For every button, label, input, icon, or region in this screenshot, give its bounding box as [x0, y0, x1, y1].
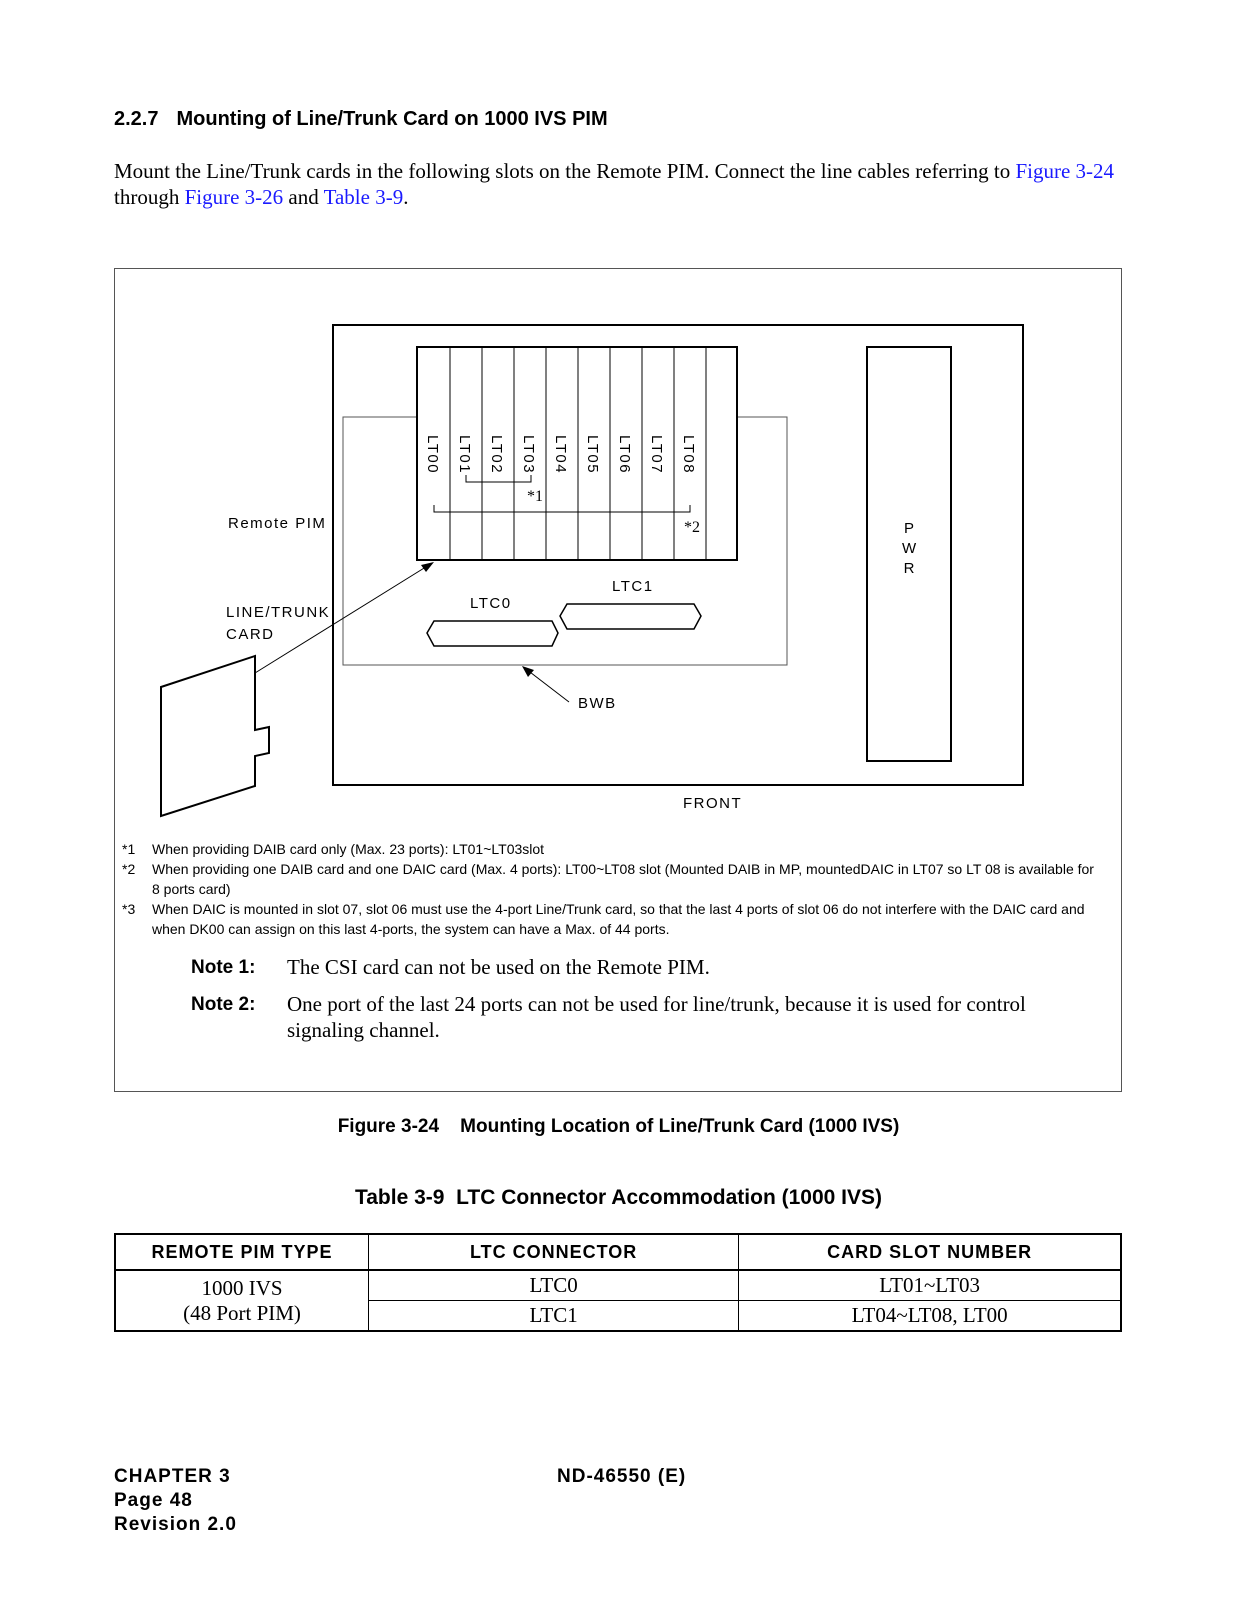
intro-text: . [403, 185, 409, 209]
intro-paragraph [114, 158, 1124, 210]
slot-label-lt05: LT05 [584, 435, 601, 475]
link-table-3-9[interactable]: Table 3-9 [323, 185, 404, 209]
bwb-label: BWB [578, 695, 617, 712]
bwb-arrow-head [522, 666, 534, 677]
slot-label-lt04: LT04 [552, 435, 569, 475]
mark-1: *1 [527, 488, 543, 505]
slot-label-lt08: LT08 [680, 435, 697, 475]
front-label: FRONT [683, 795, 743, 812]
ltc0-label: LTC0 [470, 595, 512, 612]
header-remote-pim-type: REMOTE PIM TYPE [115, 1234, 369, 1270]
table-row [115, 1270, 1121, 1301]
footnote-2 [122, 859, 1102, 899]
pwr-letter-w: W [902, 540, 917, 557]
bwb-arrow-line [526, 669, 569, 702]
cell-connector: LTC0 [369, 1270, 739, 1301]
cell-slots: LT04~LT08, LT00 [739, 1301, 1121, 1332]
slot-label-lt02: LT02 [488, 435, 505, 475]
link-figure-3-24[interactable]: Figure 3-24 [1015, 159, 1115, 183]
ltc1-label: LTC1 [612, 578, 654, 595]
remote-pim-label: Remote PIM [228, 515, 327, 532]
cell-pim-type [115, 1270, 369, 1331]
cell-slots: LT01~LT03 [739, 1270, 1121, 1301]
note-label: Note 2: [191, 994, 256, 1015]
table-header-row [115, 1234, 1121, 1270]
section-number: 2.2.7 [114, 108, 159, 130]
footnote-mark: *1 [122, 841, 136, 857]
ltc1-connector [560, 604, 701, 629]
note-label: Note 1: [191, 957, 256, 978]
footer-revision: Revision 2.0 [114, 1514, 237, 1535]
ltc-connector-table [114, 1233, 1122, 1332]
figure-box [114, 268, 1122, 1092]
footnote-mark: *2 [122, 861, 136, 877]
footer-doc-id: ND-46550 (E) [557, 1466, 687, 1487]
note-text: One port of the last 24 ports can not be used for line/trunk, because it is used for control signaling channel. [287, 992, 1026, 1042]
pwr-label [902, 519, 916, 579]
line-trunk-card-drawing [161, 656, 269, 816]
section-heading [114, 108, 608, 131]
footnote-mark: *3 [122, 901, 136, 917]
footnote-text: When DAIC is mounted in slot 07, slot 06 must use the 4-port Line/Trunk card, so that the last 4 ports of slot 06 do not interfere with the DAIC card and when DK00 can assign on this last 4-ports, the system can have a Max. of 44 ports. [152, 901, 1085, 937]
note-text: The CSI card can not be used on the Remote PIM. [287, 955, 710, 979]
section-title: Mounting of Line/Trunk Card on 1000 IVS PIM [176, 108, 608, 130]
header-ltc-connector: LTC CONNECTOR [369, 1234, 739, 1270]
slot-label-lt06: LT06 [616, 435, 633, 475]
figure-caption: Figure 3-24 Mounting Location of Line/Trunk Card (1000 IVS) [337, 1116, 900, 1137]
mounting-diagram [115, 269, 1123, 869]
table-title: Table 3-9 LTC Connector Accommodation (1000 IVS) [354, 1186, 883, 1209]
intro-text: Mount the Line/Trunk cards in the following slots on the Remote PIM. Connect the line cables referring to [114, 159, 1016, 183]
footnote-text: When providing one DAIB card and one DAIC card (Max. 4 ports): LT00~LT08 slot (Mounted DAIB in MP, mountedDAIC in LT07 so LT 08 is available for 8 ports card) [152, 861, 1094, 897]
slot-label-lt01: LT01 [456, 435, 473, 475]
footnote-1 [122, 839, 1102, 859]
cell-connector: LTC1 [369, 1301, 739, 1332]
line-trunk-label-line1: LINE/TRUNK [226, 604, 331, 621]
footnote-text: When providing DAIB card only (Max. 23 ports): LT01~LT03slot [152, 841, 545, 857]
pwr-letter-r: R [903, 560, 915, 577]
ltc0-connector [427, 621, 558, 646]
footer-left [114, 1465, 237, 1537]
note-2 [191, 991, 1087, 1043]
slot-label-lt00: LT00 [424, 435, 441, 475]
slot-label-lt03: LT03 [520, 435, 537, 475]
pim-type-line2: (48 Port PIM) [183, 1300, 301, 1325]
footer-chapter: CHAPTER 3 [114, 1466, 231, 1487]
mark-2: *2 [684, 519, 700, 536]
intro-text: and [283, 185, 324, 209]
line-trunk-card-label [226, 602, 330, 646]
slot-label-lt07: LT07 [648, 435, 665, 475]
pim-type-line1: 1000 IVS [201, 1275, 283, 1300]
line-trunk-label-line2: CARD [226, 626, 275, 643]
header-card-slot-number: CARD SLOT NUMBER [739, 1234, 1121, 1270]
link-figure-3-26[interactable]: Figure 3-26 [184, 185, 284, 209]
intro-text: through [114, 185, 185, 209]
footnote-3 [122, 899, 1102, 939]
card-arrow-head [421, 562, 434, 572]
pwr-letter-p: P [903, 520, 914, 537]
footer-page: Page 48 [114, 1490, 193, 1511]
note-1 [191, 954, 1087, 980]
